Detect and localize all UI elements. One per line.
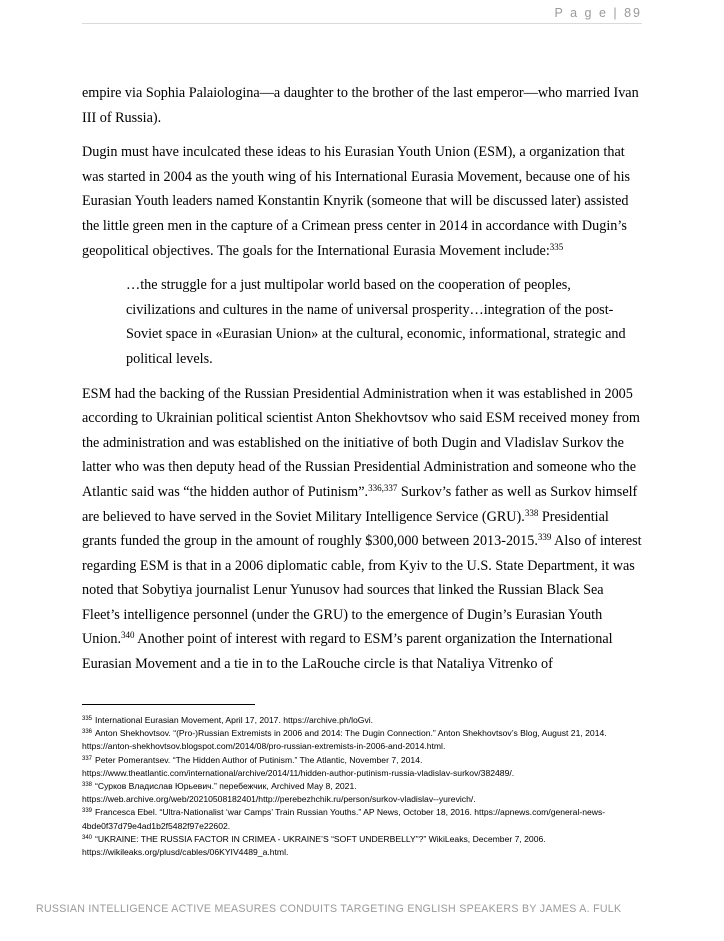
footnote-number: 336 <box>82 729 93 736</box>
footnote-item <box>82 833 642 859</box>
esm-backing-text-d: Also of interest regarding ESM is that in a 2006 diplomatic cable, from Kyiv to the U.S. State Department, it was noted that Sobytiya journalist Lenur Yunusov had sources that linked the Russian Black Sea Fleet’s intelligence personnel (under the GRU) to the emergence of Dugin’s Eurasian Youth Union. <box>82 533 642 648</box>
paragraph-esm-backing <box>82 382 642 677</box>
footnote-item <box>82 806 642 832</box>
document-footer: RUSSIAN INTELLIGENCE ACTIVE MEASURES CONDUITS TARGETING ENGLISH SPEAKERS BY JAMES A. FULK <box>36 903 622 915</box>
paragraph-continuation: empire via Sophia Palaiologina—a daughter to the brother of the last emperor—who married Ivan III of Russia). <box>82 85 639 126</box>
footnote-item <box>82 754 642 780</box>
footnote-number: 340 <box>82 834 93 841</box>
footnote-text: “Сурков Владислав Юрьевич.” перебежчик, Archived May 8, 2021. https://web.archive.org/web/20210508182401/http://perebezhchik.ru/person/surkov-vladislav--yurevich/. <box>82 781 476 805</box>
footnote-text: Peter Pomerantsev. “The Hidden Author of Putinism.” The Atlantic, November 7, 2014. https://www.theatlantic.com/international/archive/2014/11/hidden-author-putinism-russia-vladislav-surkov/382489/. <box>82 754 515 778</box>
footnote-text: Anton Shekhovtsov. “(Pro-)Russian Extremists in 2006 and 2014: The Dugin Connection.” Anton Shekhovtsov’s Blog, August 21, 2014. https://anton-shekhovtsov.blogspot.com/2014/08/pro-russian-extremists-in-2006-and-2014.html. <box>82 728 607 752</box>
footnote-ref-335[interactable]: 335 <box>549 241 564 252</box>
main-body-text <box>82 81 642 687</box>
footnote-number: 339 <box>82 808 93 815</box>
block-quote-goals: …the struggle for a just multipolar world based on the cooperation of peoples, civilizations and cultures in the name of universal prosperity…integration of the post-Soviet space in «Eurasian Union» at the cultural, economic, informational, strategic and political levels. <box>126 277 626 367</box>
page-number-header: P a g e | 89 <box>554 6 642 20</box>
footnote-separator <box>82 704 255 705</box>
paragraph-dugin-esm <box>82 140 642 263</box>
footnote-item <box>82 727 642 753</box>
header-divider <box>82 23 642 24</box>
footnote-ref-338[interactable]: 338 <box>524 507 539 518</box>
footnote-number: 337 <box>82 755 93 762</box>
footnote-ref-336-337[interactable]: 336,337 <box>368 482 398 493</box>
footnote-text: Francesca Ebel. “Ultra-Nationalist ‘war Camps’ Train Russian Youths.” AP News, October 18, 2016. https://apnews.com/general-news-4bde0f37d79e4ad1b2f5482f97e22602. <box>82 807 606 831</box>
esm-backing-text-b: Surkov’s father as well as Surkov himself are believed to have served in the Soviet Military Intelligence Service (GRU). <box>82 483 638 525</box>
footnote-ref-339[interactable]: 339 <box>537 532 552 543</box>
footnote-text: International Eurasian Movement, April 17, 2017. https://archive.ph/loGvi. <box>95 715 374 725</box>
esm-backing-text-e: Another point of interest with regard to ESM’s parent organization the International Eurasian Movement and a tie in to the LaRouche circle is that Nataliya Vitrenko of <box>82 631 613 673</box>
footnote-number: 338 <box>82 782 93 789</box>
footnote-item <box>82 714 642 727</box>
footnote-item <box>82 780 642 806</box>
footnote-text: “UKRAINE: THE RUSSIA FACTOR IN CRIMEA - UKRAINE’S “SOFT UNDERBELLY”?” WikiLeaks, December 7, 2006. https://wikileaks.org/plusd/cables/06KYIV4489_a.html. <box>82 833 546 858</box>
footnote-ref-340[interactable]: 340 <box>121 630 135 641</box>
footnotes-section <box>82 714 642 859</box>
footnote-number: 335 <box>82 716 93 722</box>
esm-backing-text-c: Presidential grants funded the group in the amount of roughly $300,000 between 2013-2015. <box>82 508 609 550</box>
esm-backing-text-a: ESM had the backing of the Russian Presidential Administration when it was established in 2005 according to Ukrainian political scientist Anton Shekhovtsov who said ESM received money from the administration and was established on the initiative of both Dugin and Vladislav Surkov the latter who was then deputy head of the Russian Presidential Administration and someone who the Atlantic said was “the hidden author of Putinism”. <box>82 385 640 500</box>
paragraph-dugin-esm-text: Dugin must have inculcated these ideas to his Eurasian Youth Union (ESM), a organization that was started in 2004 as the youth wing of his International Eurasia Movement, because one of his Eurasian Youth leaders named Konstantin Knyrik (someone that will be discussed later) assisted the little green men in the capture of a Crimean press center in 2014 in accordance with Dugin’s geopolitical objectives. The goals for the International Eurasia Movement include: <box>82 144 631 259</box>
